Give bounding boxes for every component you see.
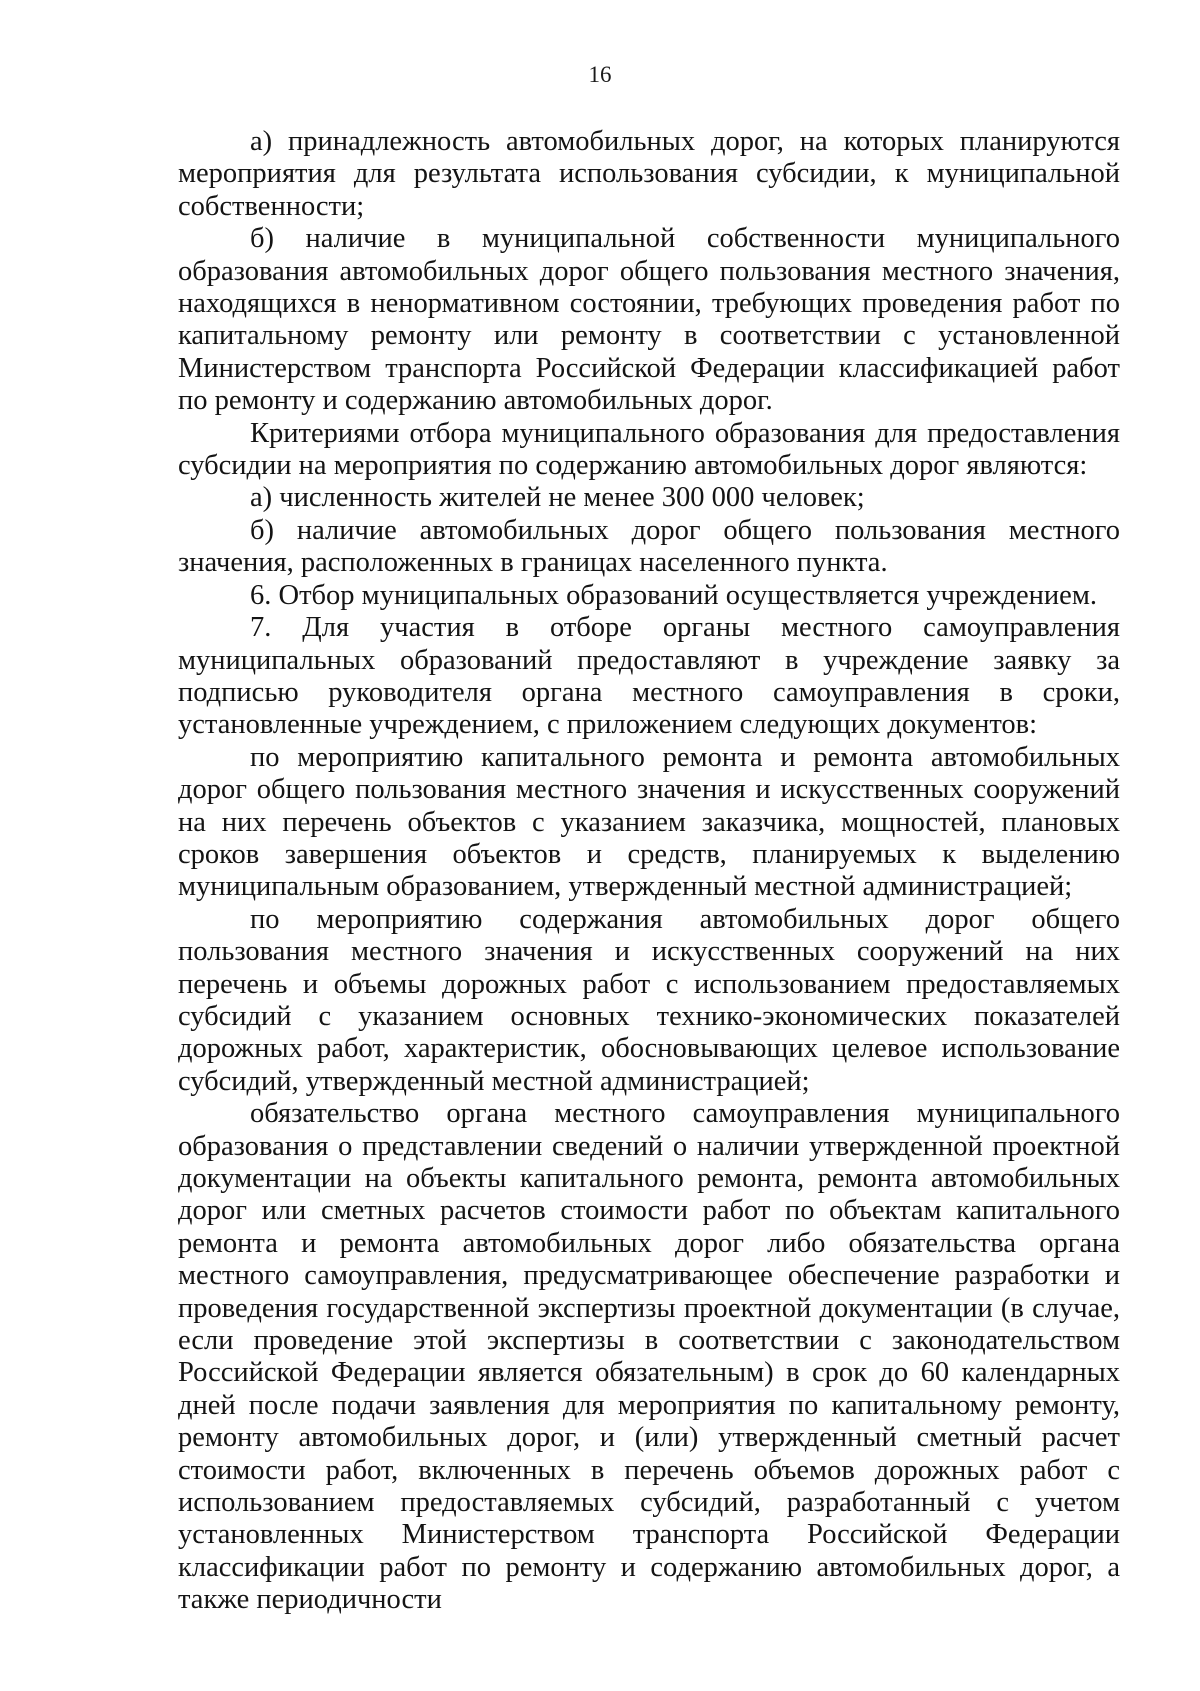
paragraph-capital-repair-documents: по мероприятию капитального ремонта и ремонта автомобильных дорог общего пользования местного значения и искусственных сооружений на них перечень объектов с указанием заказчика, мощностей, плановых сроков завершения объектов и средств, планируемых к выделению муниципальным образованием, утвержденный местной администрацией; [178, 741, 1120, 903]
paragraph-roads-within-settlement: б) наличие автомобильных дорог общего пользования местного значения, расположенных в границах населенного пункта. [178, 514, 1120, 579]
paragraph-roads-condition-criterion: б) наличие в муниципальной собственности муниципального образования автомобильных дорог общего пользования местного значения, находящихся в ненормативном состоянии, требующих проведения работ по капитальному ремонту или ремонту в соответствии с установленной Министерством транспорта Российской Федерации классификацией работ по ремонту и содержанию автомобильных дорог. [178, 223, 1120, 417]
paragraph-item-7: 7. Для участия в отборе органы местного самоуправления муниципальных образований предоставляют в учреждение заявку за подписью руководителя органа местного самоуправления в сроки, установленные учреждением, с приложением следующих документов: [178, 612, 1120, 741]
paragraph-obligation: обязательство органа местного самоуправления муниципального образования о представлении сведений о наличии утвержденной проектной документации на объекты капитального ремонта, ремонта автомобильных дорог или сметных расчетов стоимости работ по объектам капитального ремонта и ремонта автомобильных дорог либо обязательства органа местного самоуправления, предусматривающее обеспечение разработки и проведения государственной экспертизы проектной документации (в случае, если проведение этой экспертизы в соответствии с законодательством Российской Федерации является обязательным) в срок до 60 календарных дней после подачи заявления для мероприятия по капитальному ремонту, ремонту автомобильных дорог, и (или) утвержденный сметный расчет стоимости работ, включенных в перечень объемов дорожных работ с использованием предоставляемых субсидий, разработанный с учетом установленных Министерством транспорта Российской Федерации классификации работ по ремонту и содержанию автомобильных дорог, а также периодичности [178, 1098, 1120, 1616]
paragraph-maintenance-documents: по мероприятию содержания автомобильных дорог общего пользования местного значения и искусственных сооружений на них перечень и объемы дорожных работ с использованием предоставляемых субсидий с указанием основных технико-экономических показателей дорожных работ, характеристик, обосновывающих целевое использование субсидий, утвержденный местной администрацией; [178, 903, 1120, 1097]
paragraph-maintenance-criteria-intro: Критериями отбора муниципального образования для предоставления субсидии на мероприятия по содержанию автомобильных дорог являются: [178, 417, 1120, 482]
paragraph-population-criterion: а) численность жителей не менее 300 000 человек; [250, 482, 865, 514]
document-body [178, 126, 1120, 1617]
paragraph-ownership-criterion: а) принадлежность автомобильных дорог, на которых планируются мероприятия для результата использования субсидии, к муниципальной собственности; [178, 126, 1120, 222]
paragraph-item-6: 6. Отбор муниципальных образований осуществляется учреждением. [250, 579, 1097, 611]
page-number: 16 [588, 62, 612, 87]
